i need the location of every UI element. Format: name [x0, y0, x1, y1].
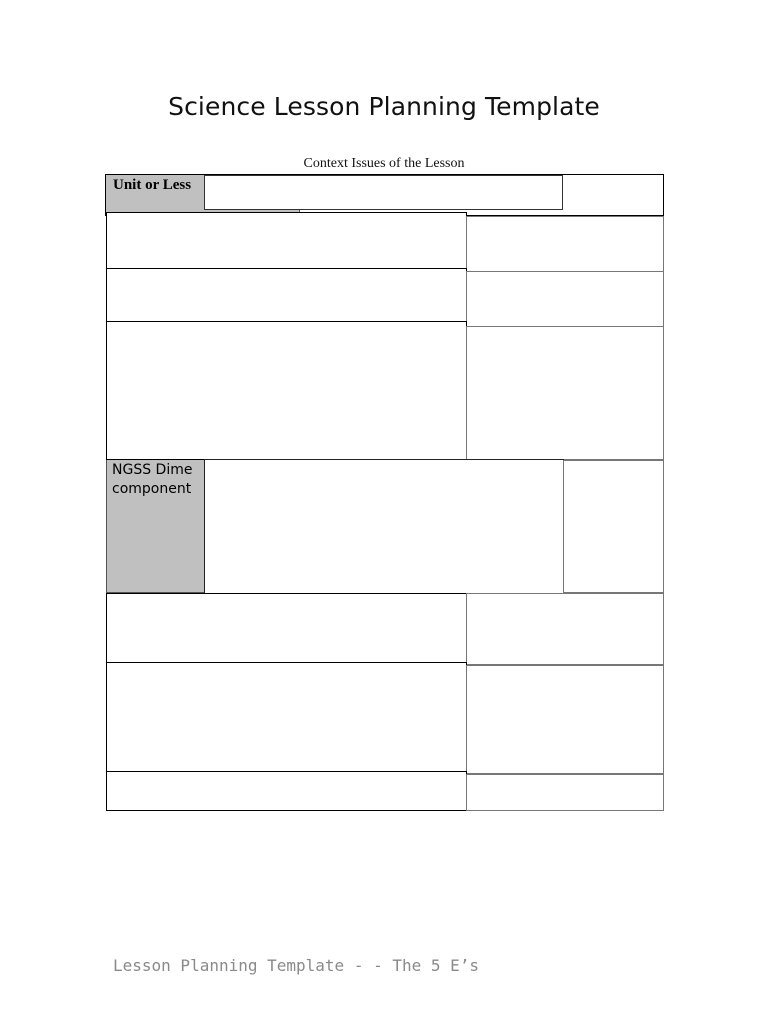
row-2-right-cell [466, 216, 664, 272]
row-7-right-cell [466, 665, 664, 774]
ngss-input-field[interactable] [204, 459, 564, 594]
page-title: Science Lesson Planning Template [168, 92, 600, 121]
row-8-left-field[interactable] [106, 771, 467, 811]
ngss-label-line2: component [112, 481, 192, 497]
row-7-left-field[interactable] [106, 662, 467, 772]
row-8-right-cell [466, 774, 664, 811]
row-6-left-field[interactable] [106, 593, 467, 663]
row-6-right-cell [466, 593, 664, 665]
row-3-left-field[interactable] [106, 268, 467, 323]
row-4-left-field[interactable] [106, 321, 467, 460]
context-caption: Context Issues of the Lesson [303, 156, 465, 171]
row-2-left-field[interactable] [106, 212, 467, 269]
ngss-right-cell [563, 460, 664, 593]
unit-label: Unit or Less [113, 177, 192, 193]
page-footer: Lesson Planning Template - - The 5 E’s [113, 956, 480, 975]
row-4-right-cell [466, 326, 664, 460]
ngss-label-line1: NGSS Dime [112, 462, 193, 478]
row-3-right-cell [466, 271, 664, 327]
unit-title-input[interactable] [204, 175, 563, 210]
